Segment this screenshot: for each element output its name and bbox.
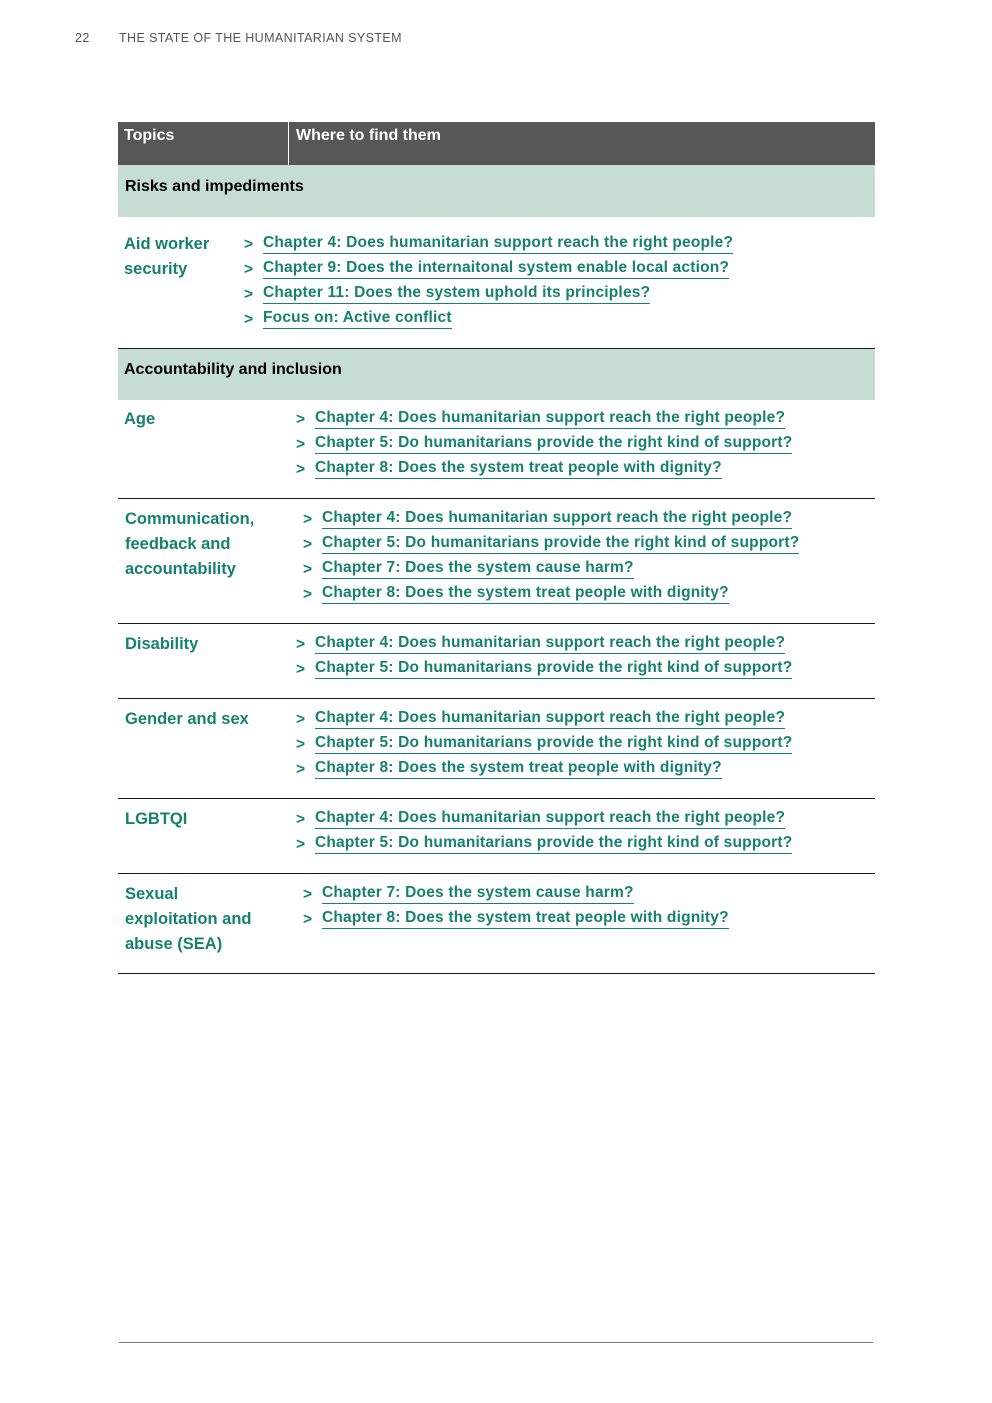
arrow-icon: > [303,561,313,578]
topic-label: Gender and sex [125,710,249,728]
chapter-link[interactable]: Chapter 4: Does humanitarian support reach the right people? [315,407,785,429]
link-list [296,407,875,498]
list-item [296,457,875,482]
focus-link[interactable]: Focus on: Active conflict [263,307,452,329]
chapter-link[interactable]: Chapter 8: Does the system treat people with dignity? [315,757,722,779]
chapter-link[interactable]: Chapter 5: Do humanitarians provide the right kind of support? [315,432,792,454]
chapter-link[interactable]: Chapter 9: Does the internaitonal system enable local action? [263,257,729,279]
arrow-icon: > [303,886,313,903]
link-list [303,507,875,623]
list-item [244,307,875,332]
table-row [118,874,875,974]
footer-rule [119,1342,873,1343]
table-row [118,499,875,624]
chapter-link[interactable]: Chapter 4: Does humanitarian support reach the right people? [315,807,785,829]
arrow-icon: > [296,736,306,753]
list-item [244,257,875,282]
table-row [118,799,875,874]
topic-label: Aid worker security [124,235,210,278]
list-item [296,432,875,457]
chapter-link[interactable]: Chapter 5: Do humanitarians provide the right kind of support? [315,732,792,754]
arrow-icon: > [296,636,306,653]
arrow-icon: > [296,436,306,453]
chapter-link[interactable]: Chapter 4: Does humanitarian support reach the right people? [315,707,785,729]
arrow-icon: > [296,411,306,428]
arrow-icon: > [296,661,306,678]
running-title: THE STATE OF THE HUMANITARIAN SYSTEM [119,31,402,45]
topic-label: Communication, feedback and accountability [125,510,255,578]
chapter-link[interactable]: Chapter 5: Do humanitarians provide the right kind of support? [322,532,799,554]
list-item [303,557,875,582]
column-header-topics: Topics [118,122,289,165]
table-row [118,217,875,349]
list-item [303,532,875,557]
chapter-link[interactable]: Chapter 8: Does the system treat people with dignity? [322,582,729,604]
list-item [296,832,875,857]
page-number: 22 [75,31,90,45]
chapter-link[interactable]: Chapter 5: Do humanitarians provide the right kind of support? [315,832,792,854]
topic-label: Age [124,410,156,428]
column-header-where: Where to find them [296,127,441,144]
arrow-icon: > [303,586,313,603]
topic-label: Sexual exploitation and abuse (SEA) [125,885,252,953]
chapter-link[interactable]: Chapter 5: Do humanitarians provide the right kind of support? [315,657,792,679]
arrow-icon: > [244,236,254,253]
list-item [303,582,875,607]
list-item [244,232,875,257]
chapter-link[interactable]: Chapter 8: Does the system treat people with dignity? [322,907,729,929]
arrow-icon: > [296,461,306,478]
chapter-link[interactable]: Chapter 11: Does the system uphold its principles? [263,282,650,304]
link-list [296,707,875,798]
list-item [303,882,875,907]
chapter-link[interactable]: Chapter 4: Does humanitarian support reach the right people? [315,632,785,654]
chapter-link[interactable]: Chapter 7: Does the system cause harm? [322,882,634,904]
arrow-icon: > [296,836,306,853]
chapter-link[interactable]: Chapter 7: Does the system cause harm? [322,557,634,579]
table-row [118,400,875,499]
topic-label: LGBTQI [125,810,188,828]
list-item [303,507,875,532]
arrow-icon: > [296,711,306,728]
list-item [296,407,875,432]
link-list [296,807,875,873]
table-header [118,122,875,165]
link-list [303,882,875,973]
list-item [296,657,875,682]
chapter-link[interactable]: Chapter 8: Does the system treat people with dignity? [315,457,722,479]
arrow-icon: > [244,311,254,328]
link-list [296,632,875,698]
list-item [303,907,875,932]
topic-label: Disability [125,635,199,653]
list-item [296,807,875,832]
table-row [118,624,875,699]
arrow-icon: > [303,511,313,528]
section-heading: Risks and impediments [118,165,875,217]
list-item [296,707,875,732]
arrow-icon: > [296,761,306,778]
link-list [244,232,875,348]
list-item [296,732,875,757]
topics-table [118,122,875,974]
list-item [296,757,875,782]
chapter-link[interactable]: Chapter 4: Does humanitarian support reach the right people? [322,507,792,529]
table-row [118,699,875,799]
arrow-icon: > [244,261,254,278]
arrow-icon: > [303,911,313,928]
chapter-link[interactable]: Chapter 4: Does humanitarian support reach the right people? [263,232,733,254]
running-head [75,31,402,45]
list-item [244,282,875,307]
arrow-icon: > [303,536,313,553]
arrow-icon: > [244,286,254,303]
arrow-icon: > [296,811,306,828]
list-item [296,632,875,657]
section-heading: Accountability and inclusion [118,349,875,400]
